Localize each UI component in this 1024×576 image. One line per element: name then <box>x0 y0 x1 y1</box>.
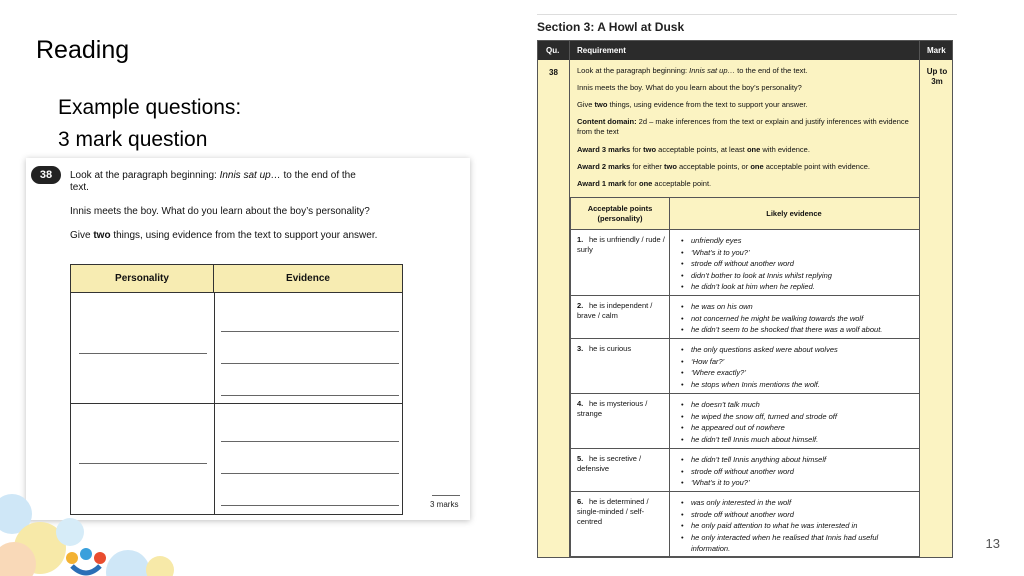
table-row <box>571 492 919 556</box>
likely-evidence-column: Likely evidence <box>766 209 822 218</box>
question-line-2: Innis meets the boy. What do you learn about the boy’s personality? <box>70 206 370 217</box>
personality-answer-line-2[interactable] <box>79 463 207 464</box>
evidence-answer-line-4[interactable] <box>221 441 399 442</box>
question-card <box>26 158 470 520</box>
marks-label: 3 marks <box>430 500 459 509</box>
evidence-list <box>681 235 917 293</box>
table-row <box>571 230 919 296</box>
point-label: 1. he is unfriendly / rude / surly <box>577 235 665 254</box>
list-item: • he didn’t tell Innis much about himself. <box>681 434 917 446</box>
table-row <box>571 339 919 394</box>
award-1-mark: Award 1 mark for one acceptable point. <box>577 179 712 188</box>
list-item: • he doesn’t talk much <box>681 399 917 411</box>
list-item: • strode off without another word <box>681 258 917 270</box>
acceptable-points-header <box>571 198 919 230</box>
subtitle-mark-question: 3 mark question <box>58 128 208 151</box>
personality-answer-line-1[interactable] <box>79 353 207 354</box>
evidence-answer-line-6[interactable] <box>221 505 399 506</box>
evidence-answer-line-5[interactable] <box>221 473 399 474</box>
header-requirement: Requirement <box>577 46 626 55</box>
table-row <box>571 449 919 492</box>
list-item: • he stops when Innis mentions the wolf. <box>681 379 917 391</box>
requirement-line-2: Innis meets the boy. What do you learn about the boy’s personality? <box>577 83 802 92</box>
section-title: Section 3: A Howl at Dusk <box>537 20 685 34</box>
answer-table <box>70 264 403 515</box>
requirement-line-3: Give two things, using evidence from the text to support your answer. <box>577 100 808 109</box>
list-item: • ‘Where exactly?’ <box>681 367 917 379</box>
list-item: • he appeared out of nowhere <box>681 422 917 434</box>
evidence-answer-line-2[interactable] <box>221 363 399 364</box>
point-label: 6. he is determined / single-minded / self-centred <box>577 497 649 526</box>
evidence-list <box>681 301 917 336</box>
list-item: • ‘What’s it to you?’ <box>681 477 917 489</box>
evidence-header: Evidence <box>214 265 402 293</box>
evidence-answer-line-1[interactable] <box>221 331 399 332</box>
list-item: • he didn’t tell Innis anything about himself <box>681 454 917 466</box>
table-row <box>571 394 919 449</box>
list-item: • didn’t bother to look at Innis whilst replying <box>681 270 917 282</box>
list-item: • ‘How far?’ <box>681 356 917 368</box>
point-label: 5. he is secretive / defensive <box>577 454 642 473</box>
mark-value: Up to 3m <box>926 67 948 86</box>
point-label: 2. he is independent / brave / calm <box>577 301 653 320</box>
content-domain: Content domain: 2d – make inferences from the text or explain and justify inferences with evidence from the text <box>577 117 909 136</box>
award-2-marks: Award 2 marks for either two acceptable points, or one acceptable point with evidence. <box>577 162 870 171</box>
list-item: • unfriendly eyes <box>681 235 917 247</box>
list-item: • ‘What’s it to you?’ <box>681 247 917 259</box>
list-item: • strode off without another word <box>681 509 917 521</box>
list-item: • strode off without another word <box>681 466 917 478</box>
evidence-list <box>681 399 917 445</box>
slide-title: Reading <box>36 36 130 64</box>
list-item: • he only paid attention to what he was interested in <box>681 520 917 532</box>
brand-logo-icon <box>0 490 190 576</box>
point-label: 4. he is mysterious / strange <box>577 399 648 418</box>
header-mark: Mark <box>927 46 946 55</box>
award-3-marks: Award 3 marks for two acceptable points, at least one with evidence. <box>577 145 810 154</box>
header-qu: Qu. <box>546 46 560 55</box>
marks-rule <box>432 495 460 496</box>
question-line-3: Give two things, using evidence from the text to support your answer. <box>70 230 378 241</box>
evidence-list <box>681 454 917 489</box>
mark-scheme-top-rule <box>537 14 957 15</box>
list-item: • he only interacted when he realised that Innis had useful information. <box>681 532 917 555</box>
mark-scheme-header <box>538 41 952 60</box>
column-divider <box>214 293 215 515</box>
question-line-1: Look at the paragraph beginning: Innis sat up… to the end of the text. <box>70 170 356 193</box>
list-item: • not concerned he might be walking towards the wolf <box>681 313 917 325</box>
mark-scheme-qnum: 38 <box>549 68 558 77</box>
list-item: • the only questions asked were about wolves <box>681 344 917 356</box>
row-divider <box>71 403 402 404</box>
page-number: 13 <box>985 536 1000 551</box>
table-row <box>571 296 919 339</box>
acceptable-points-table <box>570 197 920 557</box>
requirement-line-1: Look at the paragraph beginning: Innis sat up… to the end of the text. <box>577 66 808 75</box>
list-item: • was only interested in the wolf <box>681 497 917 509</box>
subtitle-example-questions: Example questions: <box>58 96 242 119</box>
list-item: • he didn’t look at him when he replied. <box>681 281 917 293</box>
list-item: • he didn’t seem to be shocked that there was a wolf about. <box>681 324 917 336</box>
acceptable-points-column: Acceptable points (personality) <box>587 204 653 223</box>
evidence-answer-line-3[interactable] <box>221 395 399 396</box>
evidence-list <box>681 497 917 555</box>
list-item: • he was on his own <box>681 301 917 313</box>
point-label: 3. he is curious <box>577 344 632 353</box>
evidence-list <box>681 344 917 390</box>
list-item: • he wiped the snow off, turned and strode off <box>681 411 917 423</box>
question-number-badge: 38 <box>31 166 61 184</box>
personality-header: Personality <box>71 265 214 293</box>
